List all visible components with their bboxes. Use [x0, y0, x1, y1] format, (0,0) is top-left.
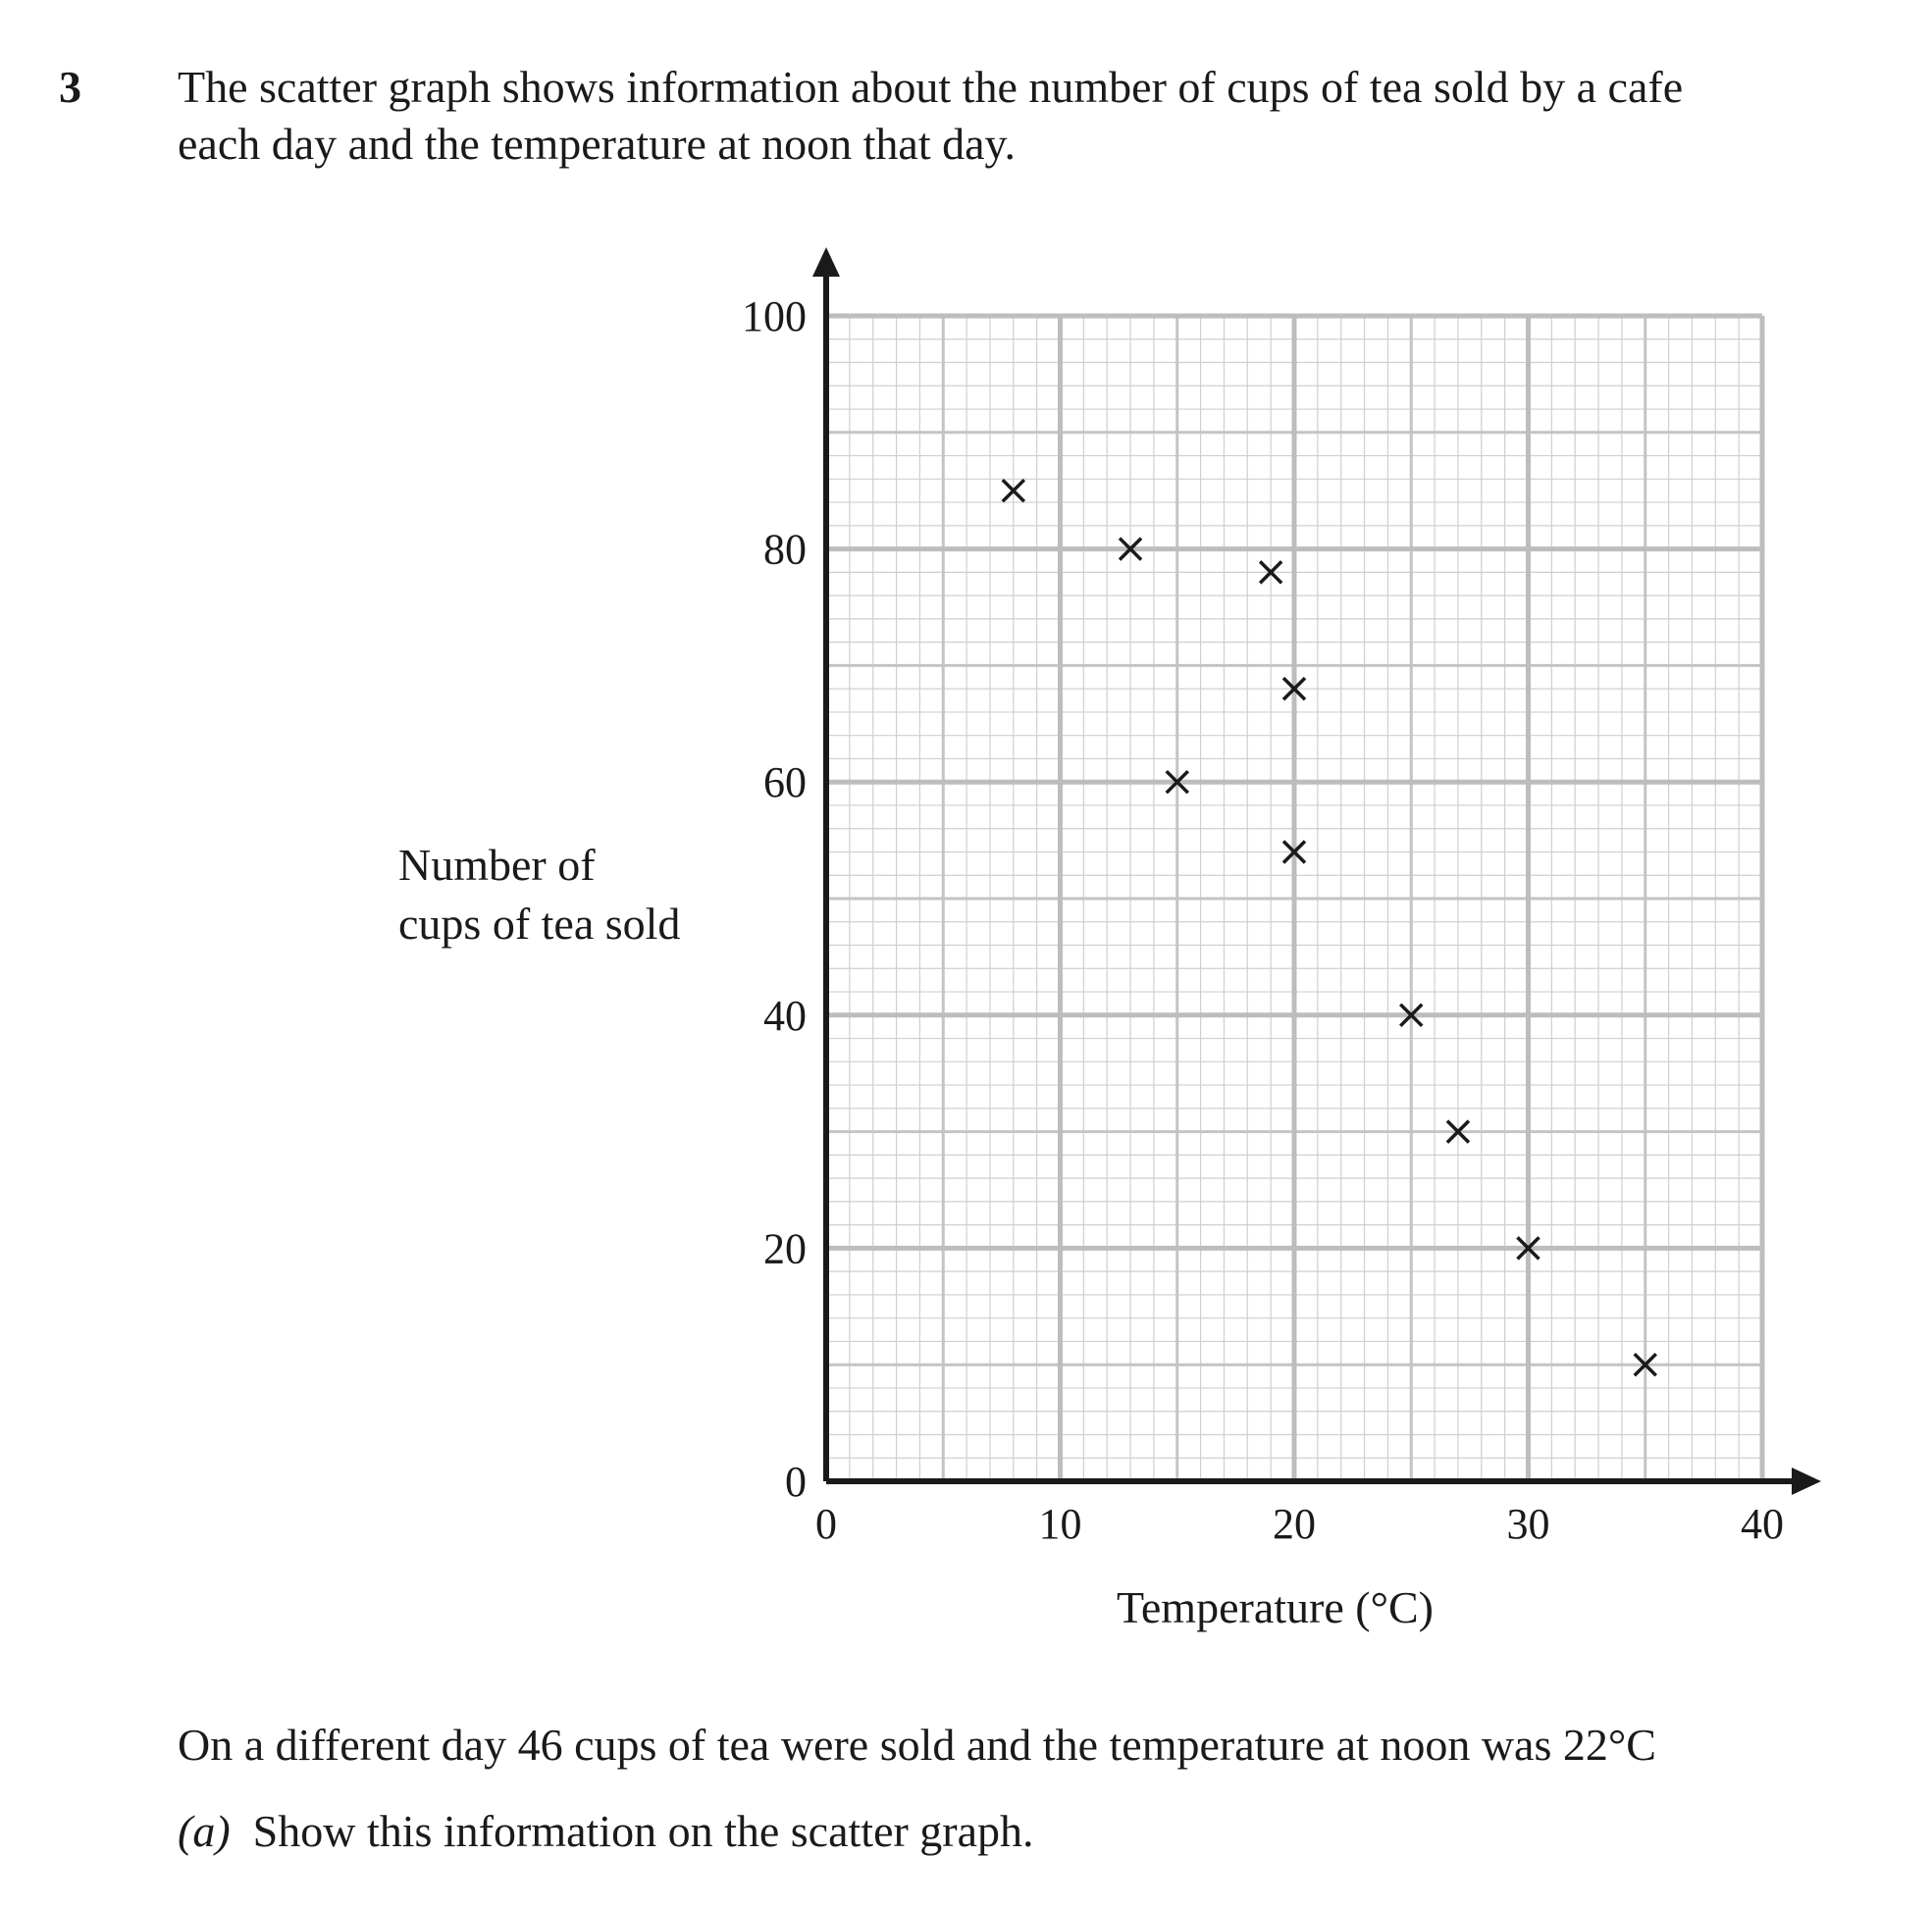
followup-text: On a different day 46 cups of tea were sold and the temperature at noon was 22°C [178, 1720, 1656, 1770]
y-tick-label: 20 [763, 1224, 807, 1273]
y-axis-label-line-2: cups of tea sold [398, 899, 681, 949]
x-axis-label: Temperature (°C) [1117, 1582, 1434, 1632]
question-number: 3 [59, 62, 81, 112]
part-a-text: Show this information on the scatter graph. [252, 1806, 1034, 1856]
x-tick-label: 0 [815, 1500, 837, 1548]
intro-line-1: The scatter graph shows information about the number of cups of tea sold by a cafe [178, 62, 1684, 112]
x-axis-arrow [1792, 1468, 1821, 1495]
intro-line-2: each day and the temperature at noon that day. [178, 119, 1017, 169]
y-axis-arrow [812, 247, 840, 277]
y-axis-label-line-1: Number of [398, 840, 596, 890]
x-tick-label: 40 [1741, 1500, 1784, 1548]
y-tick-label: 100 [742, 292, 807, 340]
axes [812, 247, 1821, 1495]
y-tick-label: 40 [763, 991, 807, 1040]
part-a [178, 1805, 1034, 1857]
part-a-label: (a) [178, 1806, 231, 1856]
x-tick-label: 20 [1273, 1500, 1316, 1548]
data-points [1003, 480, 1656, 1375]
tick-labels [742, 292, 1784, 1548]
x-tick-label: 30 [1506, 1500, 1550, 1548]
y-tick-label: 60 [763, 758, 807, 807]
y-tick-label: 0 [785, 1458, 807, 1506]
y-axis-label [398, 836, 680, 954]
y-tick-label: 80 [763, 525, 807, 574]
x-tick-label: 10 [1038, 1500, 1082, 1548]
